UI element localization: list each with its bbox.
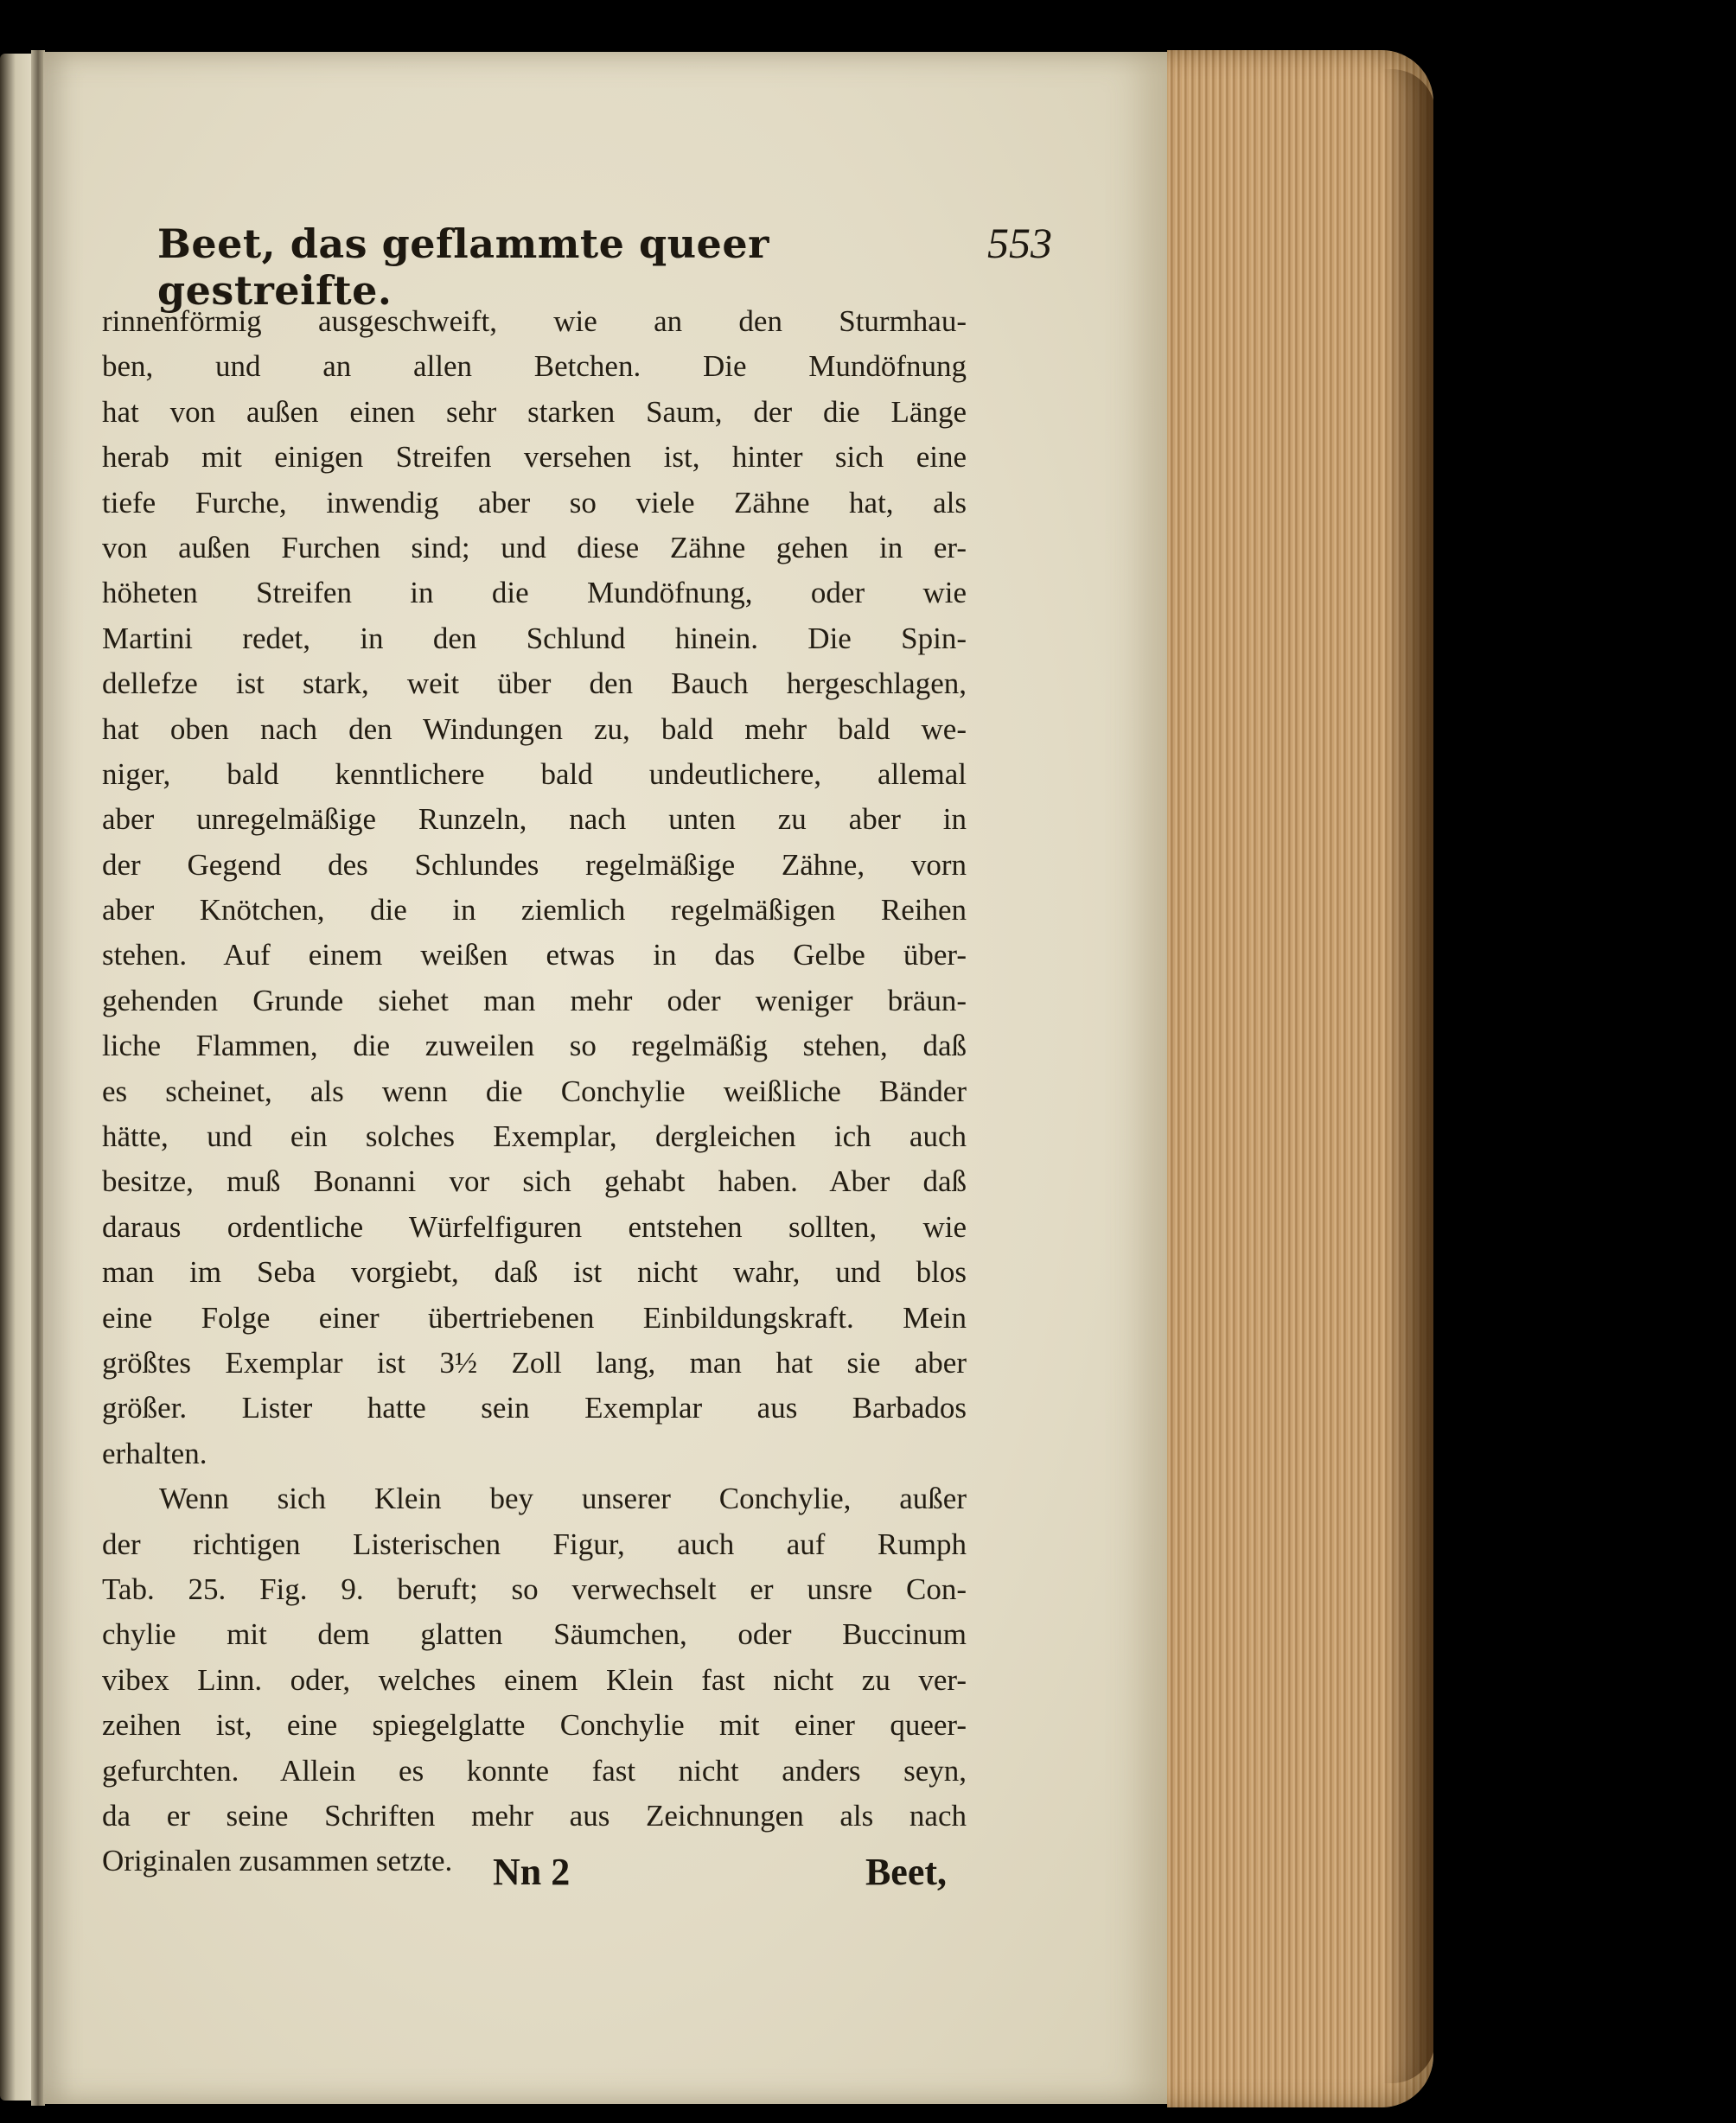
text-line: rinnenförmig ausgeschweift, wie an den Sturmhau- [102, 304, 967, 338]
running-head [157, 218, 1052, 314]
text-line: liche Flammen, die zuweilen so regelmäßig stehen, daß [102, 1029, 967, 1063]
text-line: daraus ordentliche Würfelfiguren entstehen sollten, wie [102, 1209, 967, 1244]
text-line: stehen. Auf einem weißen etwas in das Gelbe über- [102, 938, 967, 972]
text-line: von außen Furchen sind; und diese Zähne gehen in er- [102, 530, 967, 564]
page-footer [493, 1850, 947, 1907]
body-text [102, 299, 967, 1884]
text-line: dellefze ist stark, weit über den Bauch hergeschlagen, [102, 666, 967, 701]
text-line: hätte, und ein solches Exemplar, dergleichen ich auch [102, 1119, 967, 1154]
text-line: der richtigen Listerischen Figur, auch auf Rumph [102, 1527, 967, 1561]
text-line: größer. Lister hatte sein Exemplar aus Barbados [102, 1391, 967, 1425]
text-line: aber unregelmäßige Runzeln, nach unten zu aber in [102, 802, 967, 837]
text-line: Tab. 25. Fig. 9. beruft; so verwechselt er unsre Con- [102, 1572, 967, 1606]
scanner-background [1433, 0, 1736, 2123]
text-line: chylie mit dem glatten Säumchen, oder Buccinum [102, 1617, 967, 1652]
paragraph-start-line: Wenn sich Klein bey unserer Conchylie, außer [159, 1482, 967, 1516]
text-line: gefurchten. Allein es konnte fast nicht anders seyn, [102, 1753, 967, 1788]
text-line: zeihen ist, eine spiegelglatte Conchylie mit einer queer- [102, 1708, 967, 1743]
text-line: niger, bald kenntlichere bald undeutlichere, allemal [102, 756, 967, 791]
page-edges-shadow [1383, 69, 1435, 2083]
text-line: hat oben nach den Windungen zu, bald mehr bald we- [102, 711, 967, 746]
text-line: man im Seba vorgiebt, daß ist nicht wahr, und blos [102, 1255, 967, 1290]
text-line: es scheinet, als wenn die Conchylie weißliche Bänder [102, 1074, 967, 1108]
text-line: Originalen zusammen setzte. [102, 1844, 453, 1878]
running-title: Beet, das geflammte queer gestreifte. [157, 220, 769, 314]
text-line: hat von außen einen sehr starken Saum, der die Länge [102, 394, 967, 429]
previous-page-edge [0, 54, 35, 2101]
catchword: Beet, [865, 1851, 947, 1893]
page-number: 553 [987, 219, 1052, 267]
text-line: gehenden Grunde siehet man mehr oder weniger bräun- [102, 983, 967, 1017]
text-line: der Gegend des Schlundes regelmäßige Zähne, vorn [102, 847, 967, 882]
text-line: Martini redet, in den Schlund hinein. Die Spin- [102, 621, 967, 655]
text-line: höheten Streifen in die Mundöfnung, oder wie [102, 576, 967, 610]
text-line: größtes Exemplar ist 3½ Zoll lang, man hat sie aber [102, 1345, 967, 1380]
text-line: vibex Linn. oder, welches einem Klein fast nicht zu ver- [102, 1662, 967, 1697]
text-line: da er seine Schriften mehr aus Zeichnungen als nach [102, 1798, 967, 1833]
text-line: ben, und an allen Betchen. Die Mundöfnung [102, 349, 967, 384]
text-line: besitze, muß Bonanni vor sich gehabt haben. Aber daß [102, 1164, 967, 1199]
text-line: aber Knötchen, die in ziemlich regelmäßigen Reihen [102, 893, 967, 928]
text-line: tiefe Furche, inwendig aber so viele Zähne hat, als [102, 485, 967, 520]
text-line: eine Folge einer übertriebenen Einbildungskraft. Mein [102, 1300, 967, 1335]
text-line: herab mit einigen Streifen versehen ist, hinter sich eine [102, 440, 967, 475]
signature-mark: Nn 2 [493, 1851, 571, 1893]
text-line: erhalten. [102, 1436, 207, 1470]
